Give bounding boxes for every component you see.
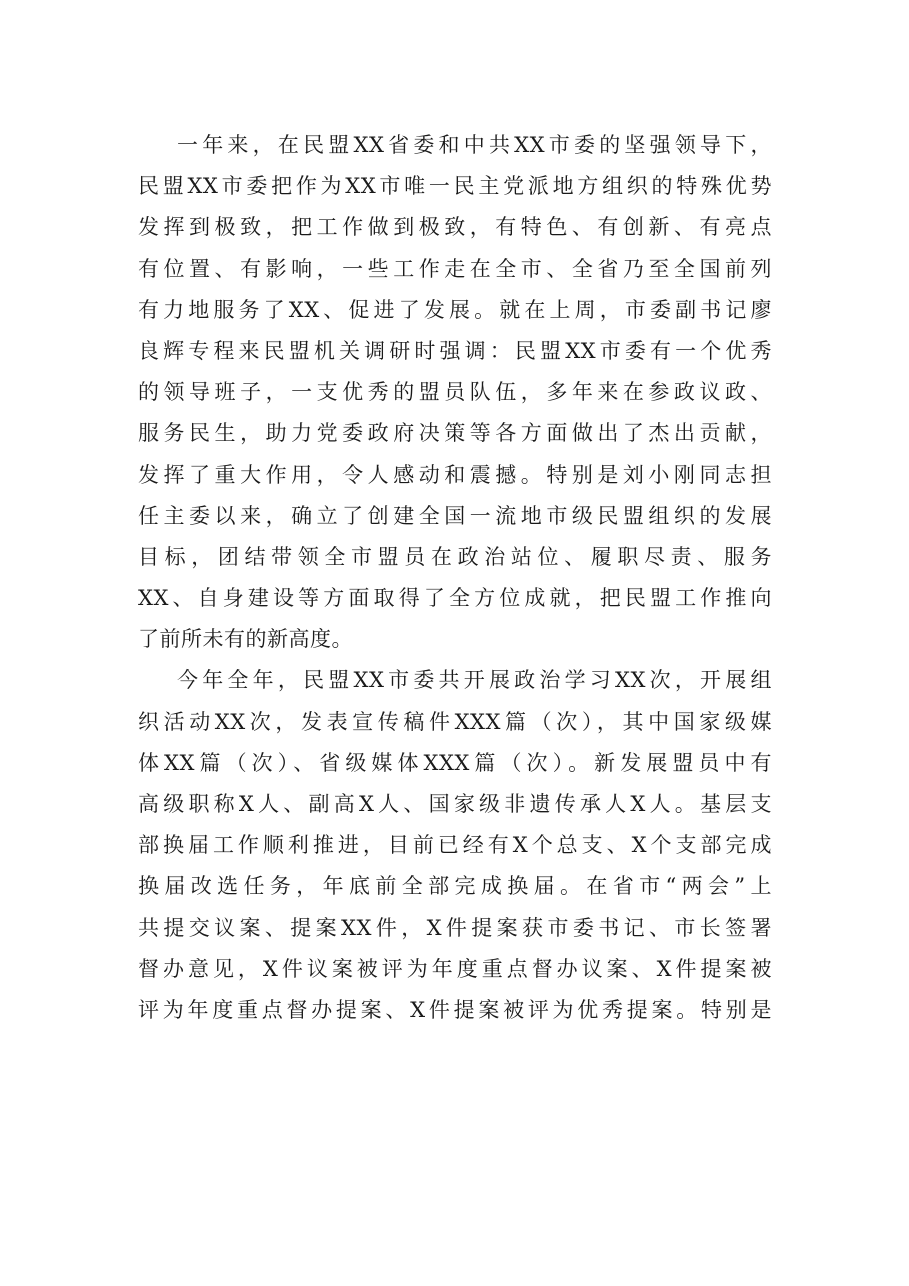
paragraph-line: 发挥了重大作用，令人感动和震撼。特别是刘小刚同志担 <box>138 462 772 487</box>
paragraph-line: 体XX篇（次）、省级媒体XXX篇（次）。新发展盟员中有 <box>138 750 772 775</box>
paragraph-line: 高级职称X人、副高X人、国家级非遗传承人X人。基层支 <box>138 792 772 816</box>
paragraph-line: 了前所未有的新高度。 <box>138 627 353 652</box>
paragraph-line: 目标，团结带领全市盟员在政治站位、履职尽责、服务 <box>138 544 772 569</box>
paragraph-line: 有位置、有影响，一些工作走在全市、全省乃至全国前列 <box>138 256 772 281</box>
paragraph-line: 良辉专程来民盟机关调研时强调：民盟XX市委有一个优秀 <box>138 338 772 363</box>
paragraph-line: 织活动XX次，发表宣传稿件XXX篇（次），其中国家级媒 <box>138 709 772 734</box>
paragraph-line: 换届改选任务，年底前全部完成换届。在省市“两会”上 <box>138 874 772 899</box>
paragraph-line: 共提交议案、提案XX件，X件提案获市委书记、市长签署 <box>138 915 772 940</box>
paragraph-line: 部换届工作顺利推进，目前已经有X个总支、X个支部完成 <box>138 833 772 858</box>
paragraph-line: XX、自身建设等方面取得了全方位成就，把民盟工作推向 <box>138 586 772 611</box>
paragraph-line: 督办意见，X件议案被评为年度重点督办议案、X件提案被 <box>138 956 772 981</box>
paragraph-line: 评为年度重点督办提案、X件提案被评为优秀提案。特别是 <box>138 997 772 1022</box>
paragraph-2 <box>138 660 772 1031</box>
paragraph-line: 的领导班子，一支优秀的盟员队伍，多年来在参政议政、 <box>138 380 772 405</box>
paragraph-line: 有力地服务了XX、促进了发展。就在上周，市委副书记廖 <box>138 297 772 322</box>
paragraph-line: 任主委以来，确立了创建全国一流地市级民盟组织的发展 <box>138 503 772 528</box>
document-body <box>138 125 772 1031</box>
paragraph-1 <box>138 125 772 660</box>
paragraph-line: 发挥到极致，把工作做到极致，有特色、有创新、有亮点 <box>138 215 772 240</box>
paragraph-line: 一年来，在民盟XX省委和中共XX市委的坚强领导下， <box>177 133 772 157</box>
paragraph-line: 民盟XX市委把作为XX市唯一民主党派地方组织的特殊优势 <box>138 174 772 199</box>
paragraph-line: 服务民生，助力党委政府决策等各方面做出了杰出贡献， <box>138 421 772 446</box>
paragraph-line: 今年全年，民盟XX市委共开展政治学习XX次，开展组 <box>177 668 772 693</box>
